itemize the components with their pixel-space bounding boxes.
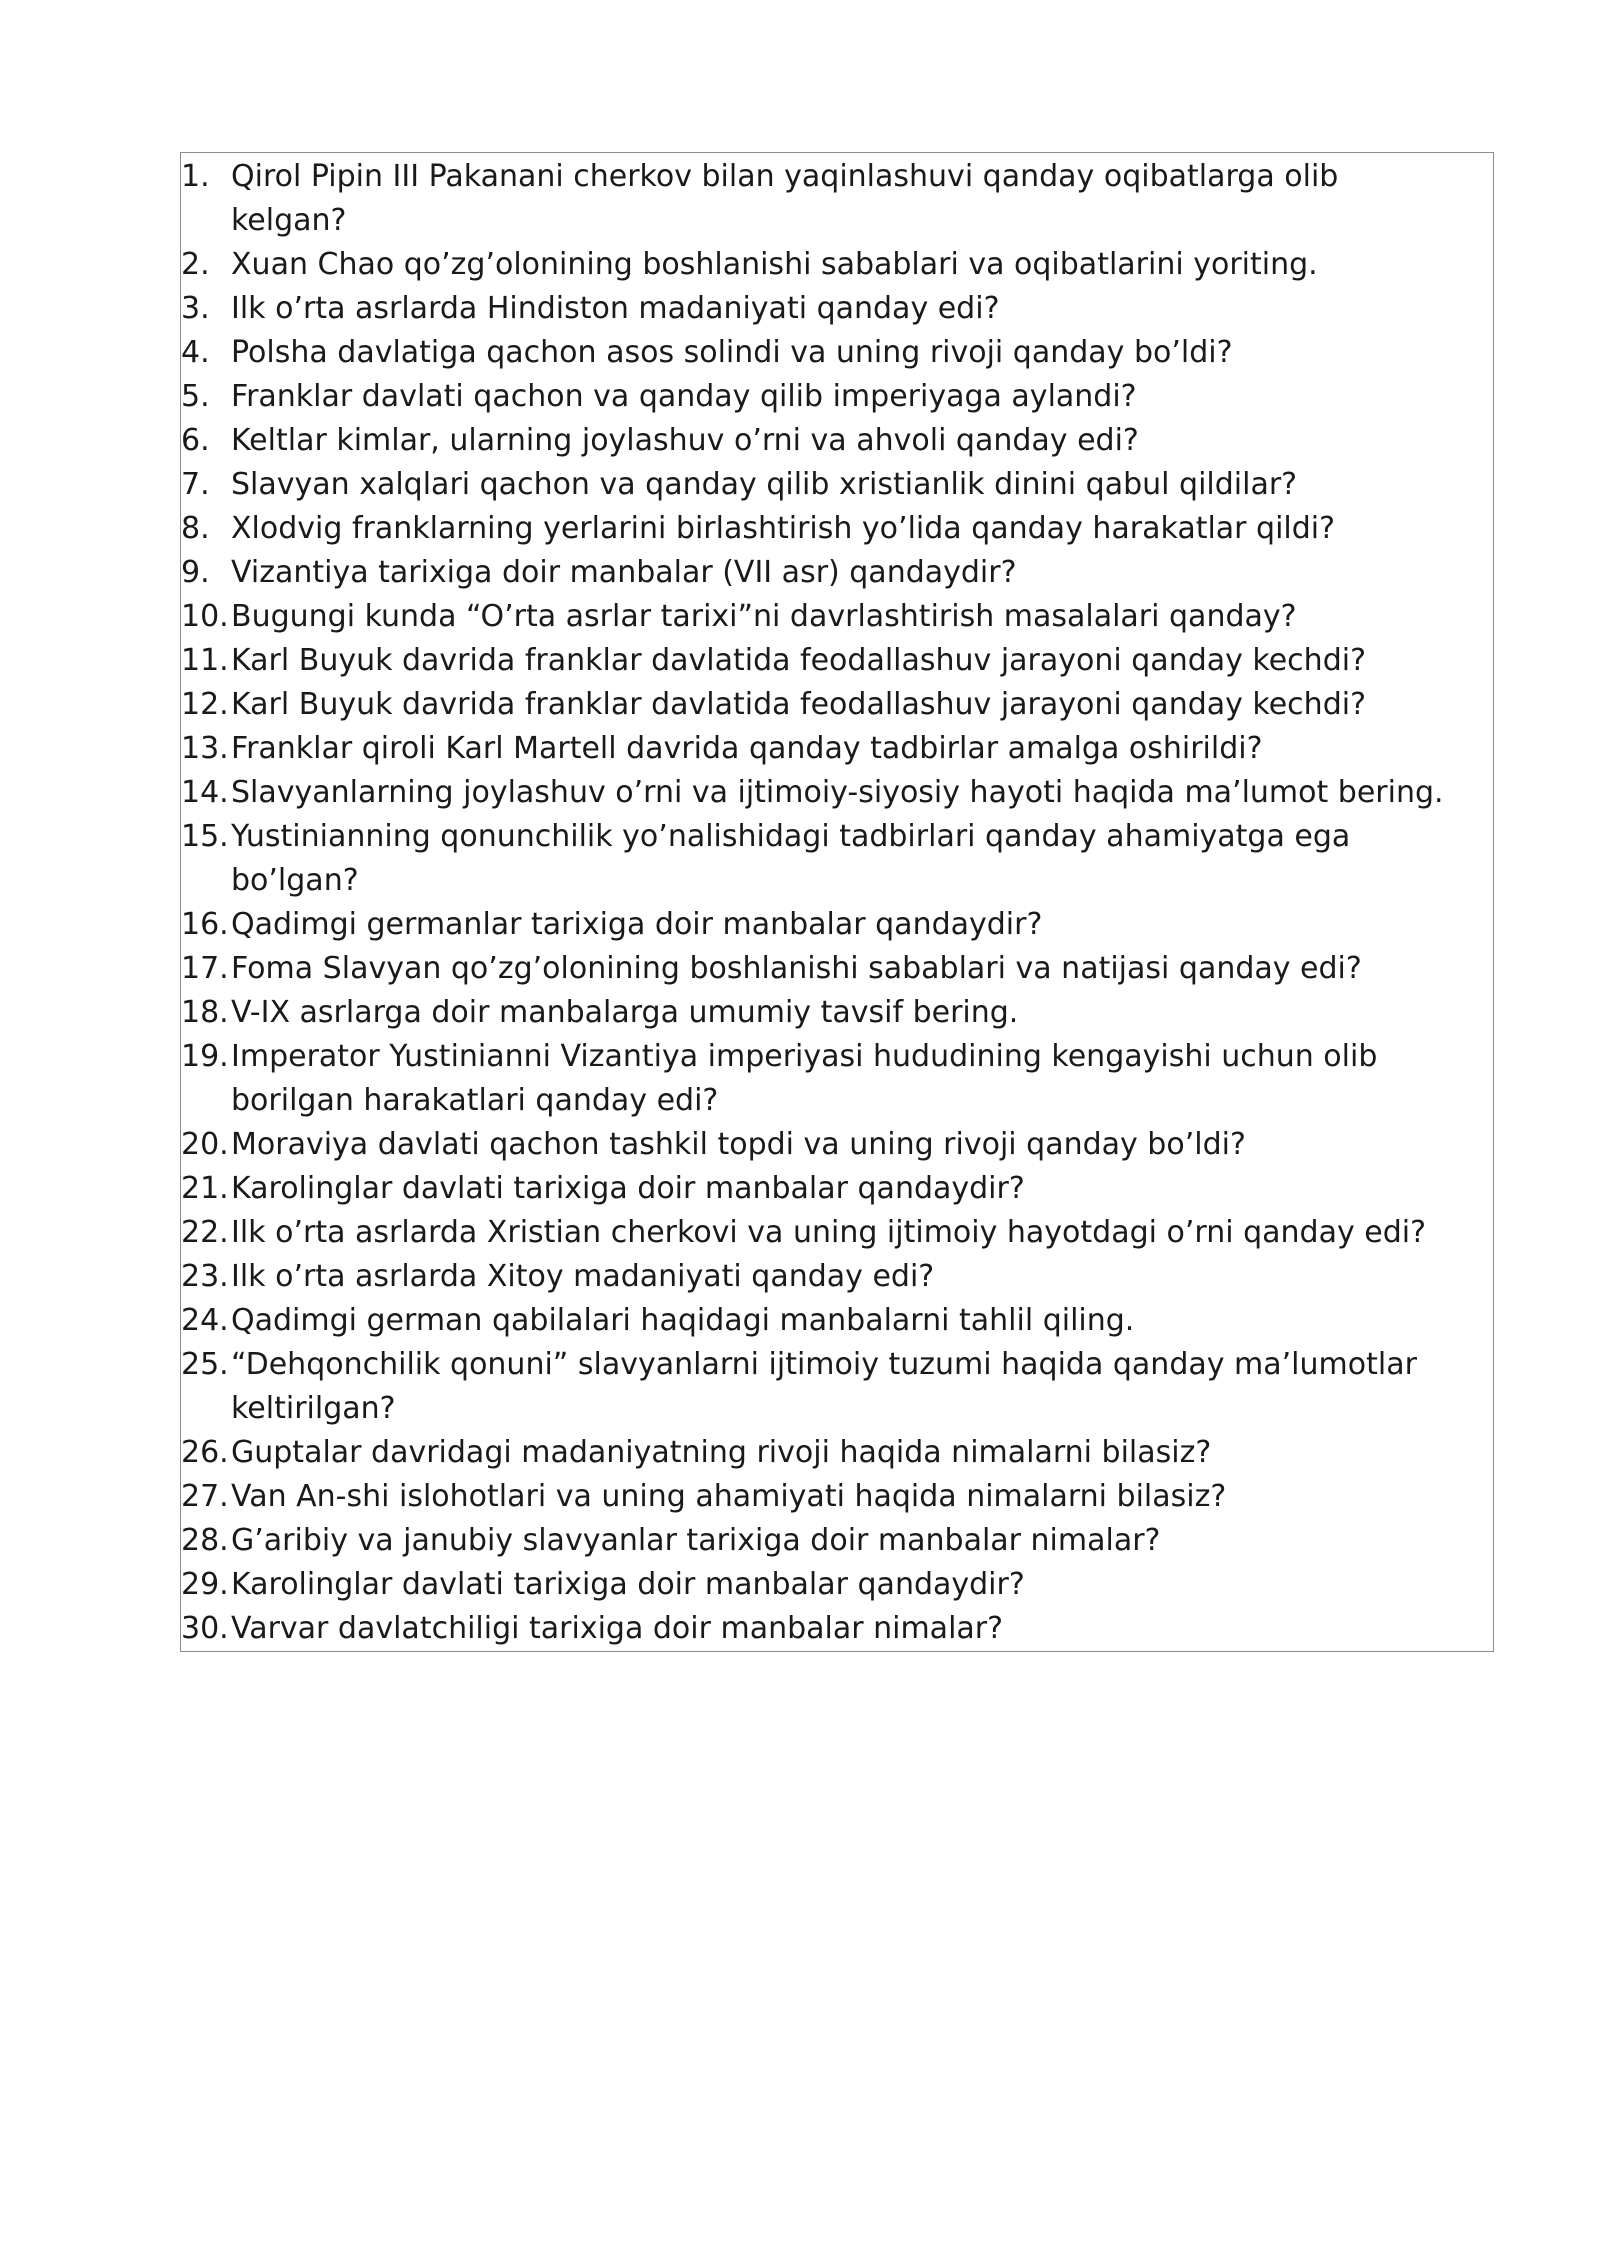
question-number: 9. (181, 555, 210, 590)
question-number: 14. (181, 775, 229, 810)
question-item (181, 243, 1493, 287)
question-number: 26. (181, 1435, 229, 1470)
question-list-box (180, 152, 1494, 1652)
question-item (181, 1519, 1493, 1563)
question-item (181, 1431, 1493, 1475)
question-text: “Dehqonchilik qonuni” slavyanlarni ijtimoiy tuzumi haqida qanday ma’lumotlar keltirilgan? (231, 1347, 1417, 1426)
question-text: Guptalar davridagi madaniyatning rivoji haqida nimalarni bilasiz? (231, 1435, 1212, 1470)
question-text: Yustinianning qonunchilik yo’nalishidagi tadbirlari qanday ahamiyatga ega bo’lgan? (231, 819, 1351, 898)
question-item (181, 551, 1493, 595)
question-text: Xuan Chao qo’zg’olonining boshlanishi sabablari va oqibatlarini yoriting. (231, 247, 1318, 282)
question-text: Karl Buyuk davrida franklar davlatida feodallashuv jarayoni qanday kechdi? (231, 643, 1366, 678)
question-number: 13. (181, 731, 229, 766)
question-number: 27. (181, 1479, 229, 1514)
question-number: 3. (181, 291, 210, 326)
question-number: 18. (181, 995, 229, 1030)
question-number: 11. (181, 643, 229, 678)
question-text: G’aribiy va janubiy slavyanlar tarixiga doir manbalar nimalar? (231, 1523, 1161, 1558)
question-item (181, 1035, 1493, 1123)
question-number: 21. (181, 1171, 229, 1206)
question-item (181, 1167, 1493, 1211)
question-item (181, 375, 1493, 419)
question-number: 2. (181, 247, 210, 282)
question-text: Vizantiya tarixiga doir manbalar (VII asr) qandaydir? (231, 555, 1017, 590)
question-text: Bugungi kunda “O’rta asrlar tarixi”ni davrlashtirish masalalari qanday? (231, 599, 1297, 634)
question-number: 12. (181, 687, 229, 722)
question-number: 7. (181, 467, 210, 502)
question-number: 29. (181, 1567, 229, 1602)
question-text: Qadimgi germanlar tarixiga doir manbalar qandaydir? (231, 907, 1043, 942)
question-item (181, 947, 1493, 991)
question-text: Ilk o’rta asrlarda Xristian cherkovi va uning ijtimoiy hayotdagi o’rni qanday edi? (231, 1215, 1427, 1250)
question-number: 22. (181, 1215, 229, 1250)
question-text: Imperator Yustinianni Vizantiya imperiyasi hududining kengayishi uchun olib borilgan harakatlari qanday edi? (231, 1039, 1378, 1118)
question-item (181, 331, 1493, 375)
question-item (181, 287, 1493, 331)
question-number: 23. (181, 1259, 229, 1294)
question-item (181, 903, 1493, 947)
question-text: Karolinglar davlati tarixiga doir manbalar qandaydir? (231, 1171, 1025, 1206)
question-list (181, 155, 1493, 1651)
question-number: 17. (181, 951, 229, 986)
question-text: Keltlar kimlar, ularning joylashuv o’rni va ahvoli qanday edi? (231, 423, 1139, 458)
question-item (181, 1343, 1493, 1431)
question-text: Slavyan xalqlari qachon va qanday qilib xristianlik dinini qabul qildilar? (231, 467, 1298, 502)
question-number: 20. (181, 1127, 229, 1162)
question-text: Moraviya davlati qachon tashkil topdi va uning rivoji qanday bo’ldi? (231, 1127, 1246, 1162)
question-number: 16. (181, 907, 229, 942)
question-text: Xlodvig franklarning yerlarini birlashtirish yo’lida qanday harakatlar qildi? (231, 511, 1336, 546)
question-item (181, 1563, 1493, 1607)
question-item (181, 1123, 1493, 1167)
question-number: 15. (181, 819, 229, 854)
question-text: Qadimgi german qabilalari haqidagi manbalarni tahlil qiling. (231, 1303, 1135, 1338)
question-item (181, 727, 1493, 771)
question-number: 5. (181, 379, 210, 414)
question-text: Franklar qiroli Karl Martell davrida qanday tadbirlar amalga oshirildi? (231, 731, 1263, 766)
question-number: 28. (181, 1523, 229, 1558)
question-number: 1. (181, 159, 210, 194)
question-text: Ilk o’rta asrlarda Hindiston madaniyati qanday edi? (231, 291, 1000, 326)
question-number: 6. (181, 423, 210, 458)
question-number: 10. (181, 599, 229, 634)
question-item (181, 991, 1493, 1035)
question-text: V-IX asrlarga doir manbalarga umumiy tavsif bering. (231, 995, 1019, 1030)
question-text: Polsha davlatiga qachon asos solindi va uning rivoji qanday bo’ldi? (231, 335, 1233, 370)
question-item (181, 1255, 1493, 1299)
question-number: 19. (181, 1039, 229, 1074)
question-text: Varvar davlatchiligi tarixiga doir manbalar nimalar? (231, 1611, 1004, 1646)
question-number: 24. (181, 1303, 229, 1338)
question-item (181, 419, 1493, 463)
question-text: Foma Slavyan qo’zg’olonining boshlanishi sabablari va natijasi qanday edi? (231, 951, 1362, 986)
question-text: Ilk o’rta asrlarda Xitoy madaniyati qanday edi? (231, 1259, 935, 1294)
question-item (181, 1211, 1493, 1255)
question-number: 25. (181, 1347, 229, 1382)
question-item (181, 155, 1493, 243)
question-text: Karl Buyuk davrida franklar davlatida feodallashuv jarayoni qanday kechdi? (231, 687, 1366, 722)
question-number: 4. (181, 335, 210, 370)
question-item (181, 639, 1493, 683)
question-item (181, 595, 1493, 639)
question-text: Van An-shi islohotlari va uning ahamiyati haqida nimalarni bilasiz? (231, 1479, 1227, 1514)
question-item (181, 683, 1493, 727)
question-item (181, 463, 1493, 507)
question-item (181, 507, 1493, 551)
question-text: Franklar davlati qachon va qanday qilib imperiyaga aylandi? (231, 379, 1137, 414)
question-item (181, 1475, 1493, 1519)
question-number: 30. (181, 1611, 229, 1646)
question-number: 8. (181, 511, 210, 546)
question-item (181, 771, 1493, 815)
question-text: Slavyanlarning joylashuv o’rni va ijtimoiy-siyosiy hayoti haqida ma’lumot bering. (231, 775, 1444, 810)
question-text: Karolinglar davlati tarixiga doir manbalar qandaydir? (231, 1567, 1025, 1602)
question-text: Qirol Pipin III Pakanani cherkov bilan yaqinlashuvi qanday oqibatlarga olib kelgan? (231, 159, 1339, 238)
question-item (181, 1299, 1493, 1343)
question-item (181, 1607, 1493, 1651)
question-item (181, 815, 1493, 903)
